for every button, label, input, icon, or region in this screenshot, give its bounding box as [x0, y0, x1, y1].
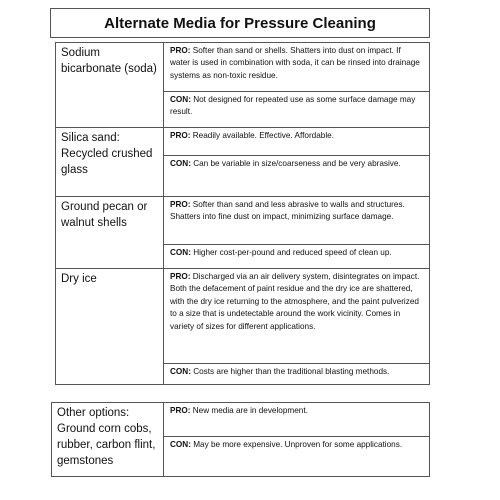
pro-label: PRO:	[170, 131, 191, 140]
media-table	[55, 42, 430, 385]
media-name-cell: Ground pecan or walnut shells	[56, 197, 164, 269]
pro-text: Readily available. Effective. Affordable.	[192, 131, 334, 140]
con-text: Not designed for repeated use as some surface damage may result.	[170, 95, 416, 117]
other-options-table	[51, 402, 430, 477]
con-label: CON:	[170, 159, 191, 168]
page-title: Alternate Media for Pressure Cleaning	[50, 8, 430, 38]
pro-label: PRO:	[170, 272, 191, 281]
media-name-cell: Other options: Ground corn cobs, rubber, carbon flint, gemstones	[52, 403, 164, 477]
table-row	[56, 128, 430, 156]
pro-label: PRO:	[170, 46, 191, 55]
pro-cell	[164, 197, 430, 245]
pro-text: Softer than sand or shells. Shatters into dust on impact. If water is used in combination with soda, it can be rinsed into drainage systems as non-toxic residue.	[170, 46, 420, 80]
pro-cell	[164, 403, 430, 437]
pro-text: New media are in development.	[192, 406, 308, 415]
con-label: CON:	[170, 440, 191, 449]
table-row	[52, 403, 430, 437]
pro-cell	[164, 128, 430, 156]
con-cell	[164, 437, 430, 477]
pro-text: Softer than sand and less abrasive to walls and structures. Shatters into fine dust on impact, minimizing surface damage.	[170, 200, 405, 222]
media-name-cell: Dry ice	[56, 269, 164, 385]
pro-cell	[164, 43, 430, 92]
con-text: Higher cost-per-pound and reduced speed of clean up.	[193, 248, 392, 257]
pro-label: PRO:	[170, 406, 191, 415]
con-cell	[164, 92, 430, 128]
con-label: CON:	[170, 95, 191, 104]
table-row	[56, 43, 430, 92]
media-name-cell: Sodium bicarbonate (soda)	[56, 43, 164, 128]
con-text: Costs are higher than the traditional blasting methods.	[193, 367, 390, 376]
con-cell	[164, 364, 430, 385]
pro-text: Discharged via an air delivery system, disintegrates on impact. Both the defacement of paint residue and the dry ice are shattered, with the dry ice returning to the atmosphere, and the paint pulverized to a size that is undetectable around the work vicinity. Comes in variety of sizes for different applications.	[170, 272, 420, 331]
table-row	[56, 197, 430, 245]
media-name-cell: Silica sand: Recycled crushed glass	[56, 128, 164, 197]
table-row	[56, 269, 430, 364]
con-cell	[164, 245, 430, 269]
con-label: CON:	[170, 248, 191, 257]
con-text: Can be variable in size/coarseness and be very abrasive.	[193, 159, 401, 168]
con-cell	[164, 156, 430, 197]
pro-cell	[164, 269, 430, 364]
con-text: May be more expensive. Unproven for some applications.	[193, 440, 403, 449]
pro-label: PRO:	[170, 200, 191, 209]
con-label: CON:	[170, 367, 191, 376]
